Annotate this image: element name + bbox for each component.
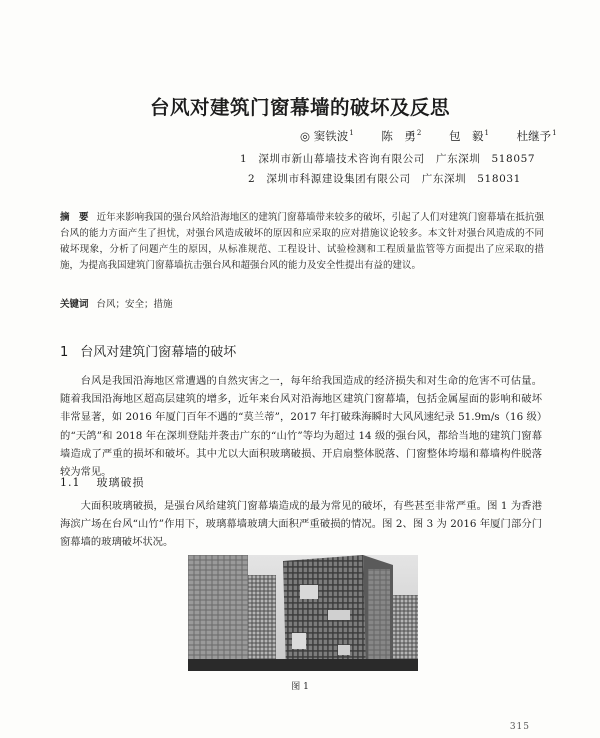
body-paragraph: 台风是我国沿海地区常遭遇的自然灾害之一，每年给我国造成的经济损失和对生命的危害不可估量。随着我国沿海地区超高层建筑的增多，近年来台风对沿海地区建筑门窗幕墙，包括金属屋面的影响和破坏非常显著，如 2016 年厦门百年不遇的“莫兰蒂”，2017 年打破珠海瞬时大风风速纪录 51.9m/s（16 级）的“天鸽”和 2018 年在深圳登陆并袭击广东的“山竹”等均为超过 14 级的强台风，都给当地的建筑门窗幕墙造成了严重的损坏和破坏。其中尤以大面积玻璃破损、开启扇整体脱落、门窗整体垮塌和幕墙构件脱落较为常见。 bbox=[60, 375, 542, 479]
section-title: 台风对建筑门窗幕墙的破坏 bbox=[80, 345, 237, 360]
author: ◎ 窦铁波$^1$ bbox=[300, 129, 354, 143]
author: 包 毅$^1$ bbox=[448, 129, 489, 143]
subsection-number: 1.1 bbox=[60, 476, 81, 489]
keywords bbox=[60, 296, 173, 310]
body-paragraph: 大面积玻璃破损，是强台风给建筑门窗幕墙造成的最为常见的破坏，有些甚至非常严重。图 1 为香港海滨广场在台风“山竹”作用下，玻璃幕墙玻璃大面积严重破损的情况。图 2、图 3 为 2016 年厦门部分门窗幕墙的玻璃破坏状况。 bbox=[60, 500, 542, 549]
abstract-text: 近年来影响我国的强台风给沿海地区的建筑门窗幕墙带来较多的破坏，引起了人们对建筑门窗幕墙在抵抗强台风的能力方面产生了担忧，对强台风造成破坏的原因和应采取的应对措施议论较多。本文针对强台风造成的不同破坏现象，分析了问题产生的原因，从标准规范、工程设计、试验检测和工程质量监管等方面提出了应采取的措施，为提高我国建筑门窗幕墙抗击强台风和超强台风的能力及安全性提出有益的建议。 bbox=[60, 212, 544, 271]
figure-photo bbox=[188, 555, 418, 671]
section-heading bbox=[60, 341, 236, 360]
building-photo-image bbox=[188, 555, 418, 671]
affiliation-1: 1 深圳市新山幕墙技术咨询有限公司 广东深圳 518057 bbox=[240, 153, 536, 165]
author: 陈 勇$^2$ bbox=[381, 129, 422, 143]
abstract bbox=[60, 210, 544, 274]
paper-title: 台风对建筑门窗幕墙的破坏及反思 bbox=[149, 96, 450, 119]
section-number: 1 bbox=[60, 345, 69, 360]
page-number: 315 bbox=[509, 722, 530, 732]
keywords-label: 关键词 bbox=[60, 299, 89, 310]
figure-caption: 图 1 bbox=[291, 682, 309, 692]
subsection-heading bbox=[60, 474, 145, 490]
author: 杜继予$^1$ bbox=[516, 129, 557, 143]
subsection-title: 玻璃破损 bbox=[96, 476, 145, 489]
affiliation-2: 2 深圳市科源建设集团有限公司 广东深圳 518031 bbox=[248, 173, 521, 185]
keywords-text: 台风；安全；措施 bbox=[96, 299, 173, 310]
abstract-label: 摘 要 bbox=[60, 212, 89, 223]
author-list bbox=[300, 128, 581, 144]
